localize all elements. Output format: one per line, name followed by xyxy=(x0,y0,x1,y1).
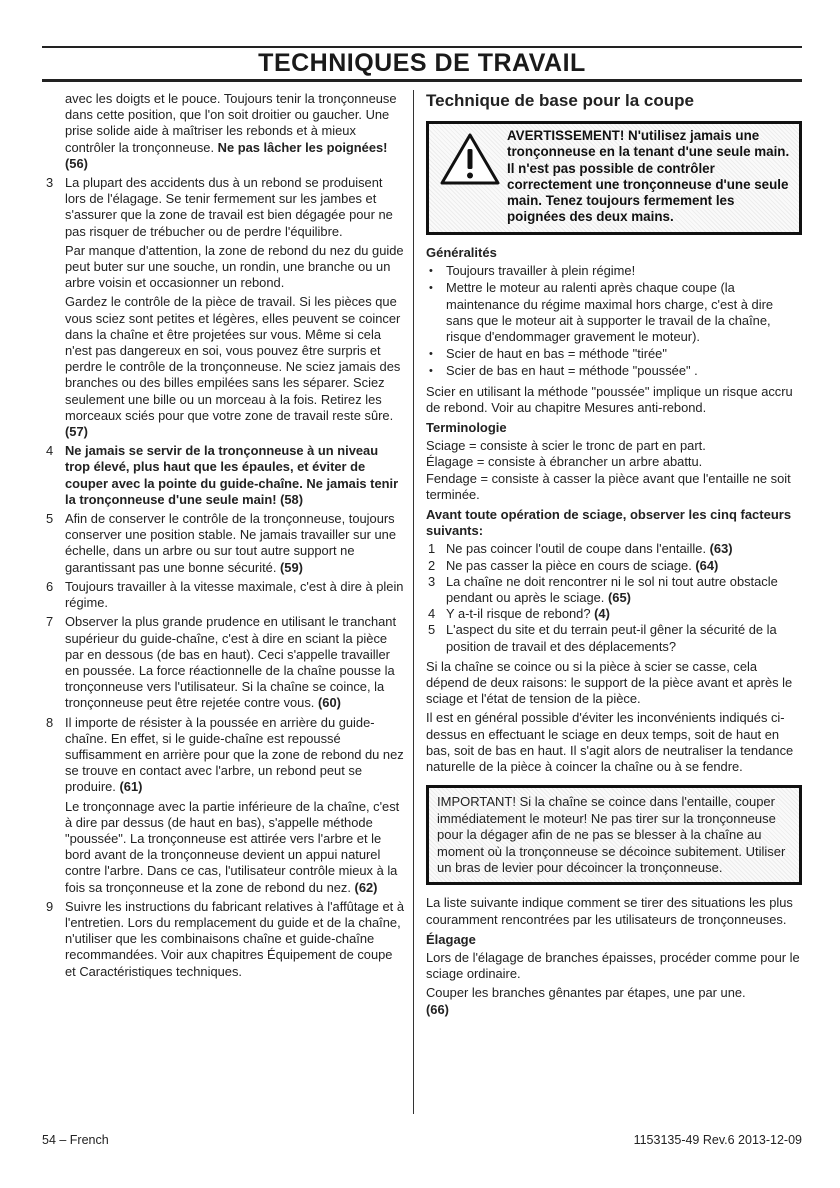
important-box: IMPORTANT! Si la chaîne se coince dans l'entaille, couper immédiatement le moteur! Ne pas tirer sur la tronçonneuse pour la dégager afin de ne pas se blesser à la chaîne au moment où la tronçonneuse se décoince subitement. Utiliser un bras de levier pour décoincer la tronçonneuse. xyxy=(426,785,802,885)
terminologie-heading: Terminologie xyxy=(426,420,507,436)
factors-list xyxy=(426,541,802,654)
item-paragraph: La plupart des accidents dus à un rebond se produisent lors de l'élagage. Se tenir fermement sur les jambes et s'assurer que la zone de travail est bien dégagée pour ne pas risquer de trébucher ou de perdre l'équilibre. xyxy=(65,175,393,239)
item-paragraph: Observer la plus grande prudence en utilisant le tranchant supérieur du guide-chaîne, c'est à dire en sciant la pièce par en dessous (de bas en haut). Ceci s'appelle travailler en poussée. La force réactionnelle de la chaîne pousse la tronçonneuse vers l'utilisateur. Si la chaîne se coince, la tronçonneuse peut être rejetée contre vous. (60) xyxy=(65,614,397,711)
paragraph: Il est en général possible d'éviter les inconvénients indiqués ci-dessus en effectuant le sciage en deux temps, soit de haut en bas, soit de bas en haut. Il s'agit alors de neutraliser la tendance naturelle de la pièce à coincer la chaîne ou à se fendre. xyxy=(426,710,794,775)
list-item xyxy=(42,614,406,711)
factors-heading: Avant toute opération de sciage, observer les cinq facteurs suivants: xyxy=(426,507,792,539)
left-column xyxy=(42,91,406,983)
elagage-heading: Élagage xyxy=(426,931,476,947)
item-paragraph: Gardez le contrôle de la pièce de travail. Si les pièces que vous sciez sont petites et légères, elles peuvent se coincer dans la chaîne et être projetées sur vous. Même si cela n'est pas dangereux en soi, vous pouvez être surpris et perdre le contrôle de la tronçonneuse. Ne sciez jamais des branches ou des billes empilées sans les séparer. Sciez seulement une bille ou un morceau à la fois. Retirez les morceaux sciés pour que votre zone de travail reste sûre. (57) xyxy=(65,294,401,440)
item-paragraph: Ne jamais se servir de la tronçonneuse à un niveau trop élevé, plus haut que les épaules, et éviter de couper avec la pointe du guide-chaîne. Ne jamais tenir la tronçonneuse d'une seule main! (58) xyxy=(65,443,399,507)
item-paragraph: Par manque d'attention, la zone de rebond du nez du guide peut buter sur une souche, un rondin, une branche ou un arbre voisin et occasionner un rebond. xyxy=(65,242,404,291)
item-paragraph: Suivre les instructions du fabricant relatives à l'affûtage et à l'entretien. Lors du remplacement du guide et de la chaîne, n'utiliser que les combinaisons chaîne et guide-chaîne recommandées. Voir aux chapitres Équipement de coupe et Caractéristiques techniques. xyxy=(65,898,404,979)
footer-page-number: 54 – French xyxy=(42,1133,109,1147)
list-item: • Mettre le moteur au ralenti après chaque coupe (la maintenance du régime maximal hors charge, c'est à dire sans que le moteur ait à supporter le travail de la chaîne, risque d'endommager gravement le moteur). xyxy=(426,280,802,345)
warning-box xyxy=(426,121,802,235)
footer-doc-id: 1153135-49 Rev.6 2013-12-09 xyxy=(633,1133,802,1147)
list-item: 1 Ne pas coincer l'outil de coupe dans l'entaille. (63) xyxy=(428,541,733,557)
list-item xyxy=(42,443,406,508)
list-item xyxy=(42,899,406,980)
intro-bold: Ne pas lâcher les poignées! (56) xyxy=(65,139,388,171)
generalites-heading: Généralités xyxy=(426,245,497,260)
item-number: 8 xyxy=(46,714,54,730)
item-paragraph: Le tronçonnage avec la partie inférieure de la chaîne, c'est à dire par dessus (de haut en bas), s'appelle méthode "poussée". La tronçonneuse est attirée vers l'arbre et le bord avant de la tronçonneuse devient un appui naturel contre l'arbre. Dans ce cas, l'utilisateur contrôle mieux à la fois sa tronçonneuse et la zone de rebond du nez. (62) xyxy=(65,798,400,895)
item-number: 6 xyxy=(46,578,54,594)
column-divider xyxy=(413,90,414,1114)
header-rule xyxy=(42,79,802,82)
list-item: 3 La chaîne ne doit rencontrer ni le sol ni tout autre obstacle pendant ou après le sciage. (65) xyxy=(428,573,778,606)
item-paragraph: Afin de conserver le contrôle de la tronçonneuse, toujours conserver une position stable. Ne jamais travailler sur une échelle, dans un arbre ou sur tout autre support ne garantissant pas une bonne sécurité. (59) xyxy=(65,511,397,575)
item-paragraph: Toujours travailler à la vitesse maximale, c'est à dire à plein régime. xyxy=(65,578,404,611)
item-number: 4 xyxy=(46,443,54,459)
generalites-note: Scier en utilisant la méthode "poussée" implique un risque accru de rebond. Voir au chapitre Mesures anti-rebond. xyxy=(426,383,793,415)
right-column xyxy=(426,90,802,1018)
page-title: TECHNIQUES DE TRAVAIL xyxy=(258,49,586,77)
warning-text: AVERTISSEMENT! N'utilisez jamais une tronçonneuse en la tenant d'une seule main. Il n'est pas possible de contrôler correctement une tronçonneuse d'une seule main. Tenez toujours fermement les poignées des deux mains. xyxy=(507,128,790,225)
list-item: 4 Y a-t-il risque de rebond? (4) xyxy=(428,606,610,622)
term-line: Sciage = consiste à scier le tronc de part en part. xyxy=(426,438,706,454)
section-title: Technique de base pour la coupe xyxy=(426,91,694,110)
list-item xyxy=(42,175,406,440)
list-item: 2 Ne pas casser la pièce en cours de sciage. (64) xyxy=(428,557,719,573)
figure-ref: (66) xyxy=(426,1001,449,1017)
item-number: 9 xyxy=(46,898,54,914)
list-item xyxy=(42,579,406,611)
paragraph: La liste suivante indique comment se tirer des situations les plus couramment rencontrées par les utilisateurs de tronçonneuses. xyxy=(426,895,793,927)
paragraph: Si la chaîne se coince ou si la pièce à scier se casse, cela dépend de deux raisons: le support de la pièce avant et après le sciage et l'état de tension de la pièce. xyxy=(426,658,793,707)
term-line: Élagage = consiste à ébrancher un arbre abattu. xyxy=(426,454,703,470)
list-item: • Toujours travailler à plein régime! xyxy=(426,263,802,279)
item-number: 7 xyxy=(46,614,54,630)
list-item xyxy=(42,715,406,896)
generalites-list xyxy=(426,263,802,379)
item-number: 3 xyxy=(46,175,54,191)
list-item: 5 L'aspect du site et du terrain peut-il gêner la sécurité de la position de travail et des déplacements? xyxy=(428,622,777,654)
term-line: Fendage = consiste à casser la pièce avant que l'entaille ne soit terminée. xyxy=(426,470,791,502)
list-item: • Scier de bas en haut = méthode "poussée" . xyxy=(426,363,802,379)
item-paragraph: Il importe de résister à la poussée en arrière du guide-chaîne. En effet, si le guide-chaîne est repoussé suffisamment en arrière pour que la zone de rebond du nez se trouve en contact avec l'arbre, un rebond peut se produire. (61) xyxy=(65,714,404,795)
list-item xyxy=(42,511,406,576)
paragraph: Lors de l'élagage de branches épaisses, procéder comme pour le sciage ordinaire. xyxy=(426,949,800,982)
item-number: 5 xyxy=(46,511,54,527)
list-item: • Scier de haut en bas = méthode "tirée" xyxy=(426,346,802,362)
intro-paragraph: avec les doigts et le pouce. Toujours tenir la tronçonneuse dans cette position, que l'on soit droitier ou gaucher. Une prise solide aide à maîtriser les rebonds et à mieux contrôler la tronçonneuse. Ne pas lâcher les poignées! (56) xyxy=(65,91,397,171)
warning-triangle-icon xyxy=(439,132,501,186)
paragraph: Couper les branches gênantes par étapes, une par une. xyxy=(426,985,746,1001)
